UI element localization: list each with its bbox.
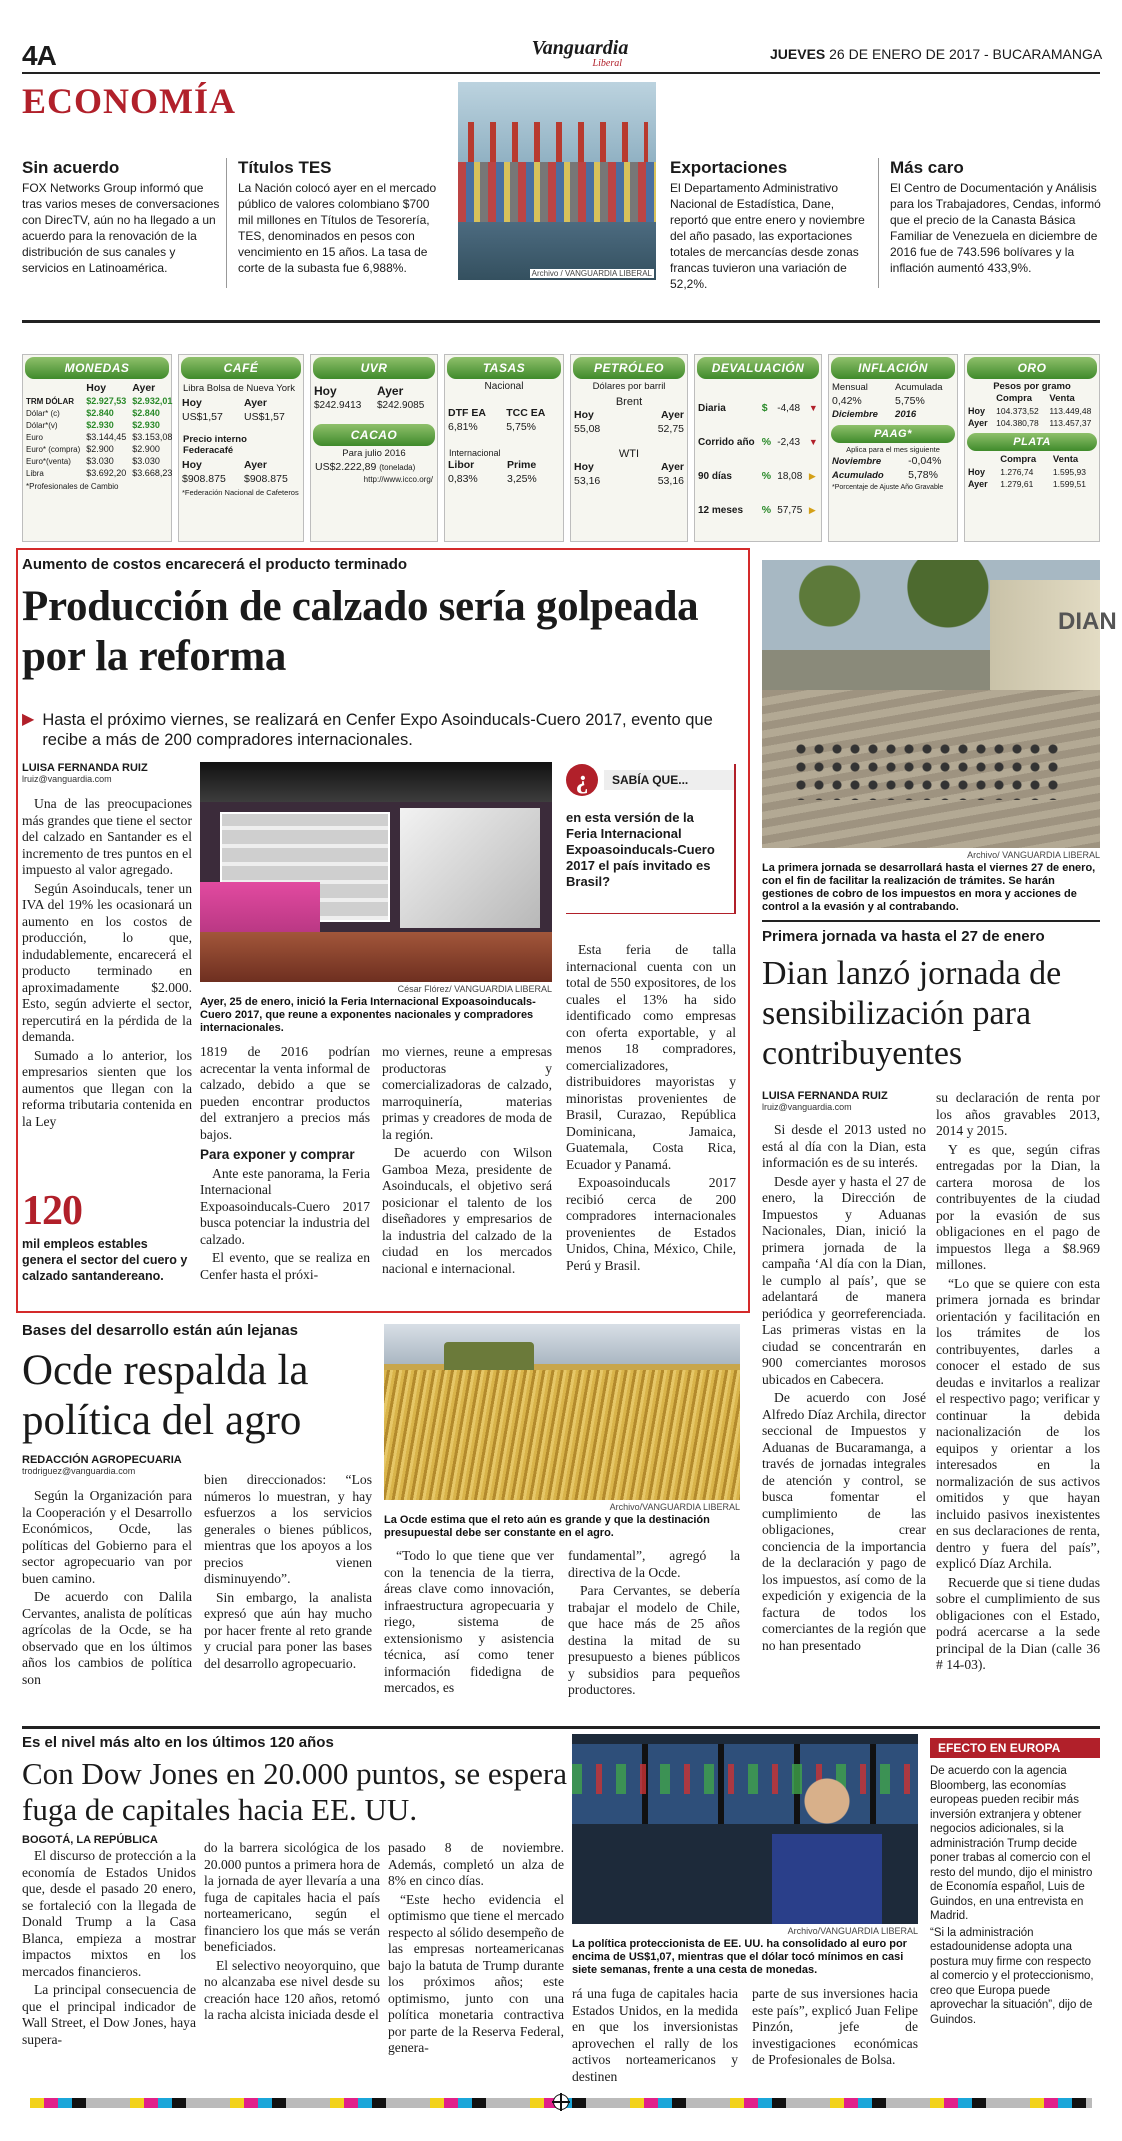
tasas-table <box>445 406 563 434</box>
photo-credit: Archivo / VANGUARDIA LIBERAL <box>531 269 652 278</box>
lead-column-1 <box>22 796 192 1132</box>
tasa-value: 0,83% <box>448 473 478 485</box>
section-title: ECONOMÍA <box>22 81 236 121</box>
plata-value: 1.279,61 <box>1000 479 1034 489</box>
lead-kicker: Aumento de costos encarecerá el producto terminado <box>22 556 408 573</box>
arrow-right-icon: ▶ <box>808 504 816 515</box>
paragraph: 1819 de 2016 podrían acrecentar la venta informal de calzado, debido a que se pueden encontrar productos del extranjero a precios más bajos. <box>200 1044 370 1142</box>
ocde-kicker: Bases del desarrollo están aún lejanas <box>22 1322 298 1339</box>
paragraph: “Todo lo que tiene que ver con la tenencia de la tierra, áreas clave como innovación, infraestructura agropecuaria y riego, sistema de extensionismo y asistencia técnica, así como tener información fidedigna de mercados, es <box>384 1548 554 1695</box>
dow-column-3 <box>388 1840 564 2059</box>
uvr-value: $242.9085 <box>377 400 425 411</box>
col-hoy: Hoy <box>182 397 202 409</box>
brief-mas-caro <box>890 158 1102 276</box>
masthead-rule <box>22 72 1100 74</box>
paragraph: fundamental”, agregó la directiva de la Ocde. <box>568 1548 740 1580</box>
market-cafe <box>178 354 304 542</box>
row-symbol: % <box>761 504 772 516</box>
arrow-down-icon: ▼ <box>808 437 818 447</box>
table-row <box>695 425 821 459</box>
photo-field <box>384 1370 740 1500</box>
oro-table <box>965 392 1099 429</box>
photo-containers <box>458 162 656 222</box>
box-paragraph: De acuerdo con la agencia Bloomberg, las economías europeas pueden recibir más inversión extranjera y obtener negocios adicionales, si la administración Trump decide poner trabas al comercio con el resto del mundo, dijo el ministro de Economía español, Luis de Guindos, en una entrevista en Madrid. <box>930 1765 1093 1922</box>
inflacion-value: 0,42% <box>832 395 862 407</box>
cell-value: $2.900 <box>86 444 114 454</box>
inflacion-year: 2016 <box>895 409 917 420</box>
plata-value: 1.276,74 <box>1000 467 1034 477</box>
brief-text: El Departamento Administrativo Nacional de Estadística, Dane, reportó que entre enero y noviembre del año pasado, las exportaciones totales de mercancías desde zonas francas tuvieron una variación de 52,2%. <box>670 181 865 291</box>
paragraph: Según Asoinducals, tener un IVA del 19% les ocasionará un aumento en los costos de producción, lo que, indudablemente, encarecerá el producto terminado en aproximadamente $2.000. Esto, según advierte el sector, repercutirá en la pérdida de la demanda. <box>22 880 192 1044</box>
tasa-value: 3,25% <box>507 473 537 485</box>
cell-value: $3.030 <box>132 456 160 466</box>
col-compra: Compra <box>996 393 1033 404</box>
cell-value: $2.930 <box>86 420 114 430</box>
market-petroleo <box>570 354 688 542</box>
market-title: TASAS <box>447 357 561 379</box>
row-label: Libra <box>26 468 44 478</box>
stock-exchange-photo <box>572 1734 918 1924</box>
paragraph: pasado 8 de noviembre. Además, completó un alza de 8% en cinco días. <box>388 1840 564 1888</box>
row-label: Dólar* (c) <box>26 408 60 418</box>
dian-byline-block <box>762 1090 927 1112</box>
col-ayer: Ayer <box>661 409 684 421</box>
brief-sin-acuerdo <box>22 158 222 276</box>
cell-value: $2.930 <box>132 420 160 430</box>
tasas-sub: Nacional <box>484 381 524 392</box>
table-row <box>695 391 821 425</box>
plata-value: 1.599,51 <box>1052 479 1086 489</box>
table-row <box>23 431 175 443</box>
col-mensual: Mensual <box>832 382 868 393</box>
photo-cranes <box>468 122 648 162</box>
petroleo-value: 52,75 <box>657 423 684 435</box>
paragraph: La principal consecuencia de que el principal indicador de Wall Street, el Dow Jones, haya supera- <box>22 1982 196 2047</box>
table-row <box>23 467 175 479</box>
dian-photo-caption: La primera jornada se desarrollará hasta el viernes 27 de enero, con el fin de facilitar la realización de trámites. Se harán gestiones de cobro de los impuestos en mora y acciones de control a la evasión y al contrabando. <box>762 862 1096 913</box>
row-label: Ayer <box>968 418 988 428</box>
inflacion-table <box>829 381 957 421</box>
paragraph: Si desde el 2013 usted no está al día con la Dian, esta información es de su interés. <box>762 1122 926 1170</box>
row-label: 90 días <box>698 470 732 482</box>
cell-value: $2.927,53 <box>86 396 127 406</box>
byline-name: LUISA FERNANDA RUIZ <box>22 762 148 774</box>
dow-photo-credit: Archivo/VANGUARDIA LIBERAL <box>787 1926 918 1936</box>
cell-value: $3.668,23 <box>132 468 173 478</box>
petroleo-value: 53,16 <box>657 475 684 487</box>
lead-headline: Producción de calzado sería golpeada por la reforma <box>22 583 699 680</box>
dow-column-5 <box>752 1986 918 2071</box>
tasa-value: 6,81% <box>448 421 478 433</box>
brief-divider <box>226 158 227 288</box>
registration-mark-icon <box>553 2094 569 2110</box>
dateline <box>770 46 1102 62</box>
paragraph: Expoasoinducals 2017 recibió cerca de 200 compradores internacionales provenientes de Estados Unidos, China, México, Chile, Perú y Brasil. <box>566 1175 736 1273</box>
cafe-value: US$1,57 <box>244 411 285 423</box>
row-label: Euro*(venta) <box>26 456 71 466</box>
ocde-column-3 <box>384 1548 554 1699</box>
cacao-row <box>311 459 437 475</box>
paragraph: Ante este panorama, la Feria Internacional Expoasoinducals-Cuero 2017 busca potenciar la industria del calzado. <box>200 1165 370 1247</box>
market-title: UVR <box>313 357 435 379</box>
col-ayer: Ayer <box>244 397 267 409</box>
row-label: Hoy <box>968 467 986 477</box>
petroleo-wti: WTI <box>618 448 640 460</box>
row-label: Diaria <box>698 402 726 414</box>
byline-email: lruiz@vanguardia.com <box>22 774 112 784</box>
cafe-value: $908.875 <box>244 473 288 485</box>
paragraph: De acuerdo con Wilson Gamboa Meza, presidente de Asoinducals, el objetivo será posicionar el talento de los diseñadores y empresarios de la industria del calzado de la ciudad en los mercados nacional e internacional. <box>382 1145 552 1276</box>
ocde-byline-block <box>22 1454 192 1476</box>
row-value: -4,48 <box>777 402 801 414</box>
tasas-table-2 <box>445 458 563 486</box>
ocde-column-2 <box>204 1472 372 1674</box>
row-label: Euro* (compra) <box>26 444 81 454</box>
cafe-table <box>179 396 303 424</box>
stat-text: mil empleos estables genera el sector del cuero y calzado santandereano. <box>22 1237 188 1283</box>
lead-photo-caption: Ayer, 25 de enero, inició la Feria Internacional Expoasoinducals-Cuero 2017, que reune a exponentes nacionales y compradores internacionales. <box>200 996 536 1034</box>
byline-email: trodriguez@vanguardia.com <box>22 1466 136 1476</box>
cafe-table-2 <box>179 458 303 486</box>
header-cell: Hoy <box>86 382 107 394</box>
cell-value: $3.692,20 <box>86 468 127 478</box>
devaluacion-table <box>695 391 821 527</box>
market-inflacion <box>828 354 958 542</box>
paragraph: “Lo que se quiere con esta primera jornada es brindar orientación y facilitación en los trámites de los contribuyentes, darles a conocer el estado de sus deudas e invitarlos a realizar el respectivo pago; verificar y continuar la debida nacionalización de los equipos y orientar a los interesados en la normalización de sus activos omitidos y que hayan incluido pasivos inexistentes en sus declaraciones de renta, dentro y fuera del país”, explicó Díaz Archila. <box>936 1275 1100 1571</box>
cacao-label: Para julio 2016 <box>342 448 406 459</box>
paag-label: Acumulado <box>832 469 884 481</box>
sabia-text: en esta versión de la Feria Internacional Expoasoinducals-Cuero 2017 el país invitado es Brasil? <box>566 810 715 889</box>
paragraph: Sumado a lo anterior, los empresarios sienten que los aumentos que llegan con la reforma tributaria contenida en la Ley <box>22 1047 192 1129</box>
stat-box <box>22 1188 192 1284</box>
paag-value: 5,78% <box>908 469 938 481</box>
photo-ceiling <box>200 762 552 802</box>
col-ayer: Ayer <box>244 459 267 471</box>
paragraph: rá una fuga de capitales hacia Estados Unidos, en la medida en que los inversionistas aprovechen el rally de los activos norteamericanos y destinen <box>572 1986 738 2084</box>
stat-number: 120 <box>22 1188 82 1234</box>
date-rest: 26 DE ENERO DE 2017 - BUCARAMANGA <box>829 46 1103 62</box>
cacao-unit: (tonelada) <box>379 463 416 472</box>
box-title: EFECTO EN EUROPA <box>930 1738 1100 1758</box>
dow-photo-caption: La política proteccionista de EE. UU. ha consolidado al euro por encima de US$1,07, mientras que el dólar tocó mínimos en casi siete semanas, frente a una cesta de monedas. <box>572 1938 907 1976</box>
brief-text: El Centro de Documentación y Análisis para los Trabajadores, Cendas, informó que el precio de la Canasta Básica Familiar de Venezuela en diciembre de 2016 fue de 743.596 bolívares y la inflación aumentó 433,9%. <box>890 181 1101 275</box>
col-hoy: Hoy <box>182 459 202 471</box>
row-symbol: $ <box>761 402 768 414</box>
brief-exportaciones <box>670 158 870 292</box>
deck-text: Hasta el próximo viernes, se realizará en Cenfer Expo Asoinducals-Cuero 2017, evento que recibe a más de 200 compradores internacionales. <box>42 711 713 749</box>
paragraph: “Este hecho evidencia el optimismo que tiene el mercado respecto al sólido desempeño de las empresas norteamericanas bajo la batuta de Trump durante los próximos años; este optimismo, junto con una política monetaria contractiva por parte de la Reserva Federal, genera- <box>388 1891 564 2055</box>
row-symbol: % <box>761 436 772 448</box>
col-ayer: Ayer <box>377 384 404 398</box>
petroleo-table <box>571 408 687 436</box>
col-dtf: DTF EA <box>448 407 486 419</box>
cell-value: $2.932,01 <box>132 396 173 406</box>
dow-column-2 <box>204 1840 380 2026</box>
paragraph: su declaración de renta por los años gravables 2013, 2014 y 2015. <box>936 1090 1100 1138</box>
uvr-table <box>311 383 437 412</box>
brief-title: Exportaciones <box>670 158 788 177</box>
ocde-photo-caption: La Ocde estima que el reto aún es grande y que la destinación presupuestal debe ser constante en el agro. <box>384 1514 710 1539</box>
market-title-cacao: CACAO <box>313 424 435 446</box>
row-value: -2,43 <box>777 436 801 448</box>
ocde-column-1 <box>22 1488 192 1690</box>
cafe-value: US$1,57 <box>182 411 223 423</box>
subheading: Para exponer y comprar <box>200 1147 355 1162</box>
row-label: Corrido año <box>698 436 755 448</box>
paragraph: Según la Organización para la Cooperación y el Desarrollo Económicos, Ocde, las políticas del Gobierno para el sector agropecuario van por buen camino. <box>22 1488 192 1586</box>
paag-note: Aplica para el mes siguiente <box>846 445 940 454</box>
paragraph: Y es que, según cifras entregadas por la Dian, la cartera morosa de los contribuyentes de la ciudad por la evasión de sus obligaciones en el pago de impuestos llega a $8.969 millones. <box>936 1141 1100 1272</box>
lead-photo-credit: César Flórez/ VANGUARDIA LIBERAL <box>397 984 552 994</box>
dian-column-1 <box>762 1122 926 1656</box>
brief-title: Títulos TES <box>238 158 332 177</box>
row-label: 12 meses <box>698 504 744 516</box>
brief-text: La Nación colocó ayer en el mercado público de valores colombiano $700 mil millones en Títulos de Tesorería, TES, denominados en pesos con vencimiento en 15 años. La tasa de corte de la subasta fue 6,988%. <box>238 181 437 275</box>
dian-photo-credit: Archivo/ VANGUARDIA LIBERAL <box>967 850 1100 860</box>
petroleo-value: 55,08 <box>574 423 601 435</box>
brief-text: FOX Networks Group informó que tras varios meses de conversaciones con DirecTV, aún no ha llegado a un acuerdo para la renovación de la distribución de sus canales y servicios en Latinoamérica. <box>22 181 220 275</box>
col-hoy: Hoy <box>314 384 337 398</box>
brief-divider <box>878 158 879 288</box>
logo-sub: Liberal <box>592 58 622 69</box>
dow-column-4 <box>572 1986 738 2087</box>
lead-column-3 <box>382 1044 552 1279</box>
row-label: Dólar*(v) <box>26 420 58 430</box>
lead-column-4 <box>566 942 736 1276</box>
dian-column-2 <box>936 1090 1100 1676</box>
arrow-right-icon: ▶ <box>808 470 816 481</box>
photo-stand <box>400 808 540 928</box>
petroleo-value: 53,16 <box>574 475 601 487</box>
cell-value: $2.900 <box>132 444 160 454</box>
tasa-value: 5,75% <box>506 421 536 433</box>
paragraph: Esta feria de talla internacional cuenta con un total de 550 expositores, de los cuales el 13% ha sido identificado como empresas con oferta exportable, y al menos 18 compradores, comercializadores, distribuidores mayoristas y minoristas provenientes de Brasil, Curazao, República Dominicana, Jamaica, Guatemala, Costa Rica, Ecuador y Panamá. <box>566 942 736 1172</box>
col-prime: Prime <box>507 459 537 471</box>
paragraph: Para Cervantes, se debería trabajar el modelo de Chile, que hace más de 25 años destina la mitad de su presupuesto a bienes públicos y subsidios para pequeños productores. <box>568 1583 740 1697</box>
market-tasas <box>444 354 564 542</box>
paragraph: Una de las preocupaciones más grandes que tiene el sector del calzado en Santander es el incremento de tres puntos en el impuesto al valor agregado. <box>22 796 192 877</box>
row-symbol: % <box>761 470 772 482</box>
paag-footnote: *Porcentaje de Ajuste Año Gravable <box>832 484 944 491</box>
lead-column-2 <box>200 1044 370 1285</box>
col-libor: Libor <box>448 459 475 471</box>
oro-value: 113.457,37 <box>1049 418 1092 428</box>
ocde-photo-credit: Archivo/VANGUARDIA LIBERAL <box>609 1502 740 1512</box>
row-label: Euro <box>26 432 43 442</box>
logo-name: Vanguardia <box>531 37 629 59</box>
uvr-value: $242.9413 <box>314 400 362 411</box>
brief-titulos-tes <box>238 158 448 276</box>
monedas-table <box>23 381 175 479</box>
table-row <box>23 395 175 407</box>
oro-value: 104.373,52 <box>996 406 1039 416</box>
date-day: JUEVES <box>770 46 826 62</box>
row-label: TRM DÓLAR <box>26 396 74 406</box>
plata-table <box>965 453 1099 490</box>
table-row <box>695 459 821 493</box>
cell-value: $3.144,45 <box>86 432 127 442</box>
sabia-header <box>566 764 734 796</box>
col-venta: Venta <box>1049 393 1075 404</box>
paragraph: mo viernes, reune a empresas productoras y comercializadoras de calzado, marroquinería, materias primas y creadores de moda de la región. <box>382 1044 552 1142</box>
row-value: 18,08 <box>777 470 803 482</box>
lead-byline-block <box>22 762 192 784</box>
byline-name: REDACCIÓN AGROPECUARIA <box>22 1454 182 1466</box>
market-note: *Profesionales de Cambio <box>26 482 119 491</box>
cell-value: $2.840 <box>132 408 160 418</box>
paragraph: parte de sus inversiones hacia este país”, explicó Juan Felipe Pinzón, jefe de investigaciones económicas de Profesionales de Bolsa. <box>752 1986 918 2067</box>
paragraph: Recuerde que si tiene dudas sobre el cumplimiento de sus obligaciones con el Estado, podrá acercarse a la sede principal de la Dian (calle 36 # 14-03). <box>936 1574 1100 1672</box>
cell-value: $3.153,08 <box>132 432 173 442</box>
oro-value: 113.449,48 <box>1049 406 1092 416</box>
dian-kicker: Primera jornada va hasta el 27 de enero <box>762 928 1045 945</box>
paag-table <box>829 454 957 482</box>
market-title-plata: PLATA <box>967 433 1097 451</box>
brief-title: Sin acuerdo <box>22 158 120 177</box>
dow-rule <box>22 1726 1100 1729</box>
table-row <box>23 443 175 455</box>
newspaper-logo <box>520 38 640 69</box>
ocde-column-4 <box>568 1548 740 1701</box>
paragraph: De acuerdo con José Alfredo Díaz Archila, director seccional de Impuestos y Aduanas de Bucaramanga, a través de jornadas integrales de atención y control, se busca fomentar el cumplimiento de las obligaciones, crear conciencia de la importancia de la declaración y pago de los impuestos, así como de la expedición y exigencia de la factura de todos los comerciantes de la región que no han presentado <box>762 1390 926 1653</box>
cafe-label: Libra Bolsa de Nueva York <box>183 383 295 394</box>
box-paragraph: “Si la administración estadounidense adopta una postura muy firme con respecto al comercio y el proteccionismo, creo que Europa puede aprovechar la situación”, dijo de Guindos. <box>930 1926 1094 2026</box>
dow-headline: Con Dow Jones en 20.000 puntos, se espera fuga de capitales hacia EE. UU. <box>22 1756 568 1827</box>
paragraph: El discurso de protección a la economía de Estados Unidos que, desde el pasado 20 enero, se fortaleció con la llegada de Donald Trump a la Casa Blanca, empieza a mostrar impactos mixtos en los mercados financieros. <box>22 1848 196 1979</box>
petroleo-sub: Dólares por barril <box>592 381 666 392</box>
brief-title: Más caro <box>890 158 964 177</box>
table-row <box>23 455 175 467</box>
paragraph: do la barrera sicológica de los 20.000 puntos a primera hora de la jornada de ayer llevaría a una fuga de capitales hacia el país norteamericano, según el financiero los que más se verán beneficiados. <box>204 1840 380 1954</box>
market-title: MONEDAS <box>25 357 169 379</box>
sabia-que-box <box>566 764 736 914</box>
petroleo-brent: Brent <box>615 396 643 408</box>
market-title: DEVALUACIÓN <box>697 357 819 379</box>
cell-value: $2.840 <box>86 408 114 418</box>
header-cell: Ayer <box>132 382 156 394</box>
photo-trader <box>772 1774 882 1924</box>
paragraph: El selectivo neoyorquino, que no alcanzaba ese nivel desde su creación hace 120 años, retomó la racha alcista iniciada desde el <box>204 1957 380 2022</box>
lead-deck <box>22 710 742 750</box>
market-title: CAFÉ <box>181 357 301 379</box>
col-venta: Venta <box>1052 454 1079 465</box>
tasas-sub-2: Internacional <box>449 448 501 458</box>
market-oro <box>964 354 1100 542</box>
paragraph: Desde ayer y hasta el 27 de enero, la Dirección de Impuestos y Aduanas Nacionales, Dian, inició la primera jornada de la campaña ‘Al día con la Dian, le cumplo al país’, que se adelantará de manera periódica y georreferenciada. Las primeras vistas en la ciudad se concentrarán en 900 comerciantes morosos ubicados en Cabecera. <box>762 1173 926 1387</box>
market-title: ORO <box>967 357 1097 379</box>
table-row <box>695 493 821 527</box>
market-devaluacion <box>694 354 822 542</box>
petroleo-table-2 <box>571 460 687 488</box>
cafe-value: $908.875 <box>182 473 226 485</box>
photo-floor <box>200 932 552 982</box>
ocde-headline: Ocde respalda la política del agro <box>22 1347 309 1444</box>
byline-name: LUISA FERNANDA RUIZ <box>762 1090 888 1102</box>
market-title-paag: PAAG* <box>831 425 955 443</box>
dian-headline: Dian lanzó jornada de sensibilización para contribuyentes <box>762 955 1062 1072</box>
market-title: INFLACIÓN <box>831 357 955 379</box>
oro-value: 104.380,78 <box>996 418 1039 428</box>
cell-value: $3.030 <box>86 456 114 466</box>
dian-rule <box>762 920 1100 922</box>
page-number: 4A <box>22 40 56 71</box>
oro-sub: Pesos por gramo <box>993 381 1071 392</box>
row-label: Hoy <box>968 406 986 416</box>
footwear-fair-photo <box>200 762 552 982</box>
sabia-title: SABÍA QUE... <box>604 770 734 790</box>
table-header <box>23 381 175 395</box>
col-tcc: TCC EA <box>506 407 546 419</box>
port-photo <box>458 82 656 280</box>
dow-byline: BOGOTÁ, LA REPÚBLICA <box>22 1834 158 1846</box>
arrow-down-icon: ▼ <box>808 403 818 413</box>
question-icon: ¿ <box>566 764 598 796</box>
col-ayer: Ayer <box>661 461 684 473</box>
dow-column-1 <box>22 1848 196 2050</box>
inflacion-value: 5,75% <box>895 395 925 407</box>
dow-kicker: Es el nivel más alto en los últimos 120 años <box>22 1734 334 1751</box>
efecto-europa-box <box>930 1738 1100 2078</box>
paragraph: Sin embargo, la analista expresó que aún hay mucho por hacer frente al reto grande y crucial para poner las bases del desarrollo agropecuario. <box>204 1589 372 1671</box>
byline-email: lruiz@vanguardia.com <box>762 1102 852 1112</box>
agro-photo <box>384 1324 740 1500</box>
row-value: 57,75 <box>777 504 803 516</box>
inflacion-month: Diciembre <box>832 409 878 420</box>
photo-crowd <box>792 740 1062 800</box>
dian-photo <box>762 560 1117 848</box>
market-monedas <box>22 354 172 542</box>
market-uvr <box>310 354 438 542</box>
col-acumulada: Acumulada <box>895 382 943 393</box>
paag-value: -0,04% <box>908 455 942 467</box>
paag-label: Noviembre <box>832 455 882 467</box>
cacao-value: US$2.222,89 <box>315 461 377 473</box>
briefs-rule <box>22 320 1100 323</box>
plata-value: 1.595,93 <box>1052 467 1086 477</box>
col-hoy: Hoy <box>574 461 594 473</box>
market-title: PETRÓLEO <box>573 357 685 379</box>
market-note: *Federación Nacional de Cafeteros <box>182 488 299 497</box>
row-label: Ayer <box>968 479 988 489</box>
cafe-label-2: Precio interno Federacafé <box>183 434 247 456</box>
table-row <box>23 419 175 431</box>
cacao-source: http://www.icco.org/ <box>363 475 433 484</box>
paragraph: De acuerdo con Dalila Cervantes, analista de políticas agrícolas de la Ocde, se ha observado que en los últimos años los cambios de política son <box>22 1589 192 1687</box>
col-hoy: Hoy <box>574 409 594 421</box>
photo-sign: DIAN <box>1058 608 1117 635</box>
table-row <box>23 407 175 419</box>
paragraph: El evento, que se realiza en Cenfer hasta el próxi- <box>200 1250 370 1282</box>
col-compra: Compra <box>1000 454 1037 465</box>
photo-sky <box>384 1324 740 1364</box>
deck-triangle-icon: ▶ <box>22 711 35 728</box>
paragraph: bien direccionados: “Los números lo muestran, y hay esfuerzos a los servicios generales o bienes públicos, mientras que los apoyos a los precios vienen disminuyendo”. <box>204 1472 372 1586</box>
